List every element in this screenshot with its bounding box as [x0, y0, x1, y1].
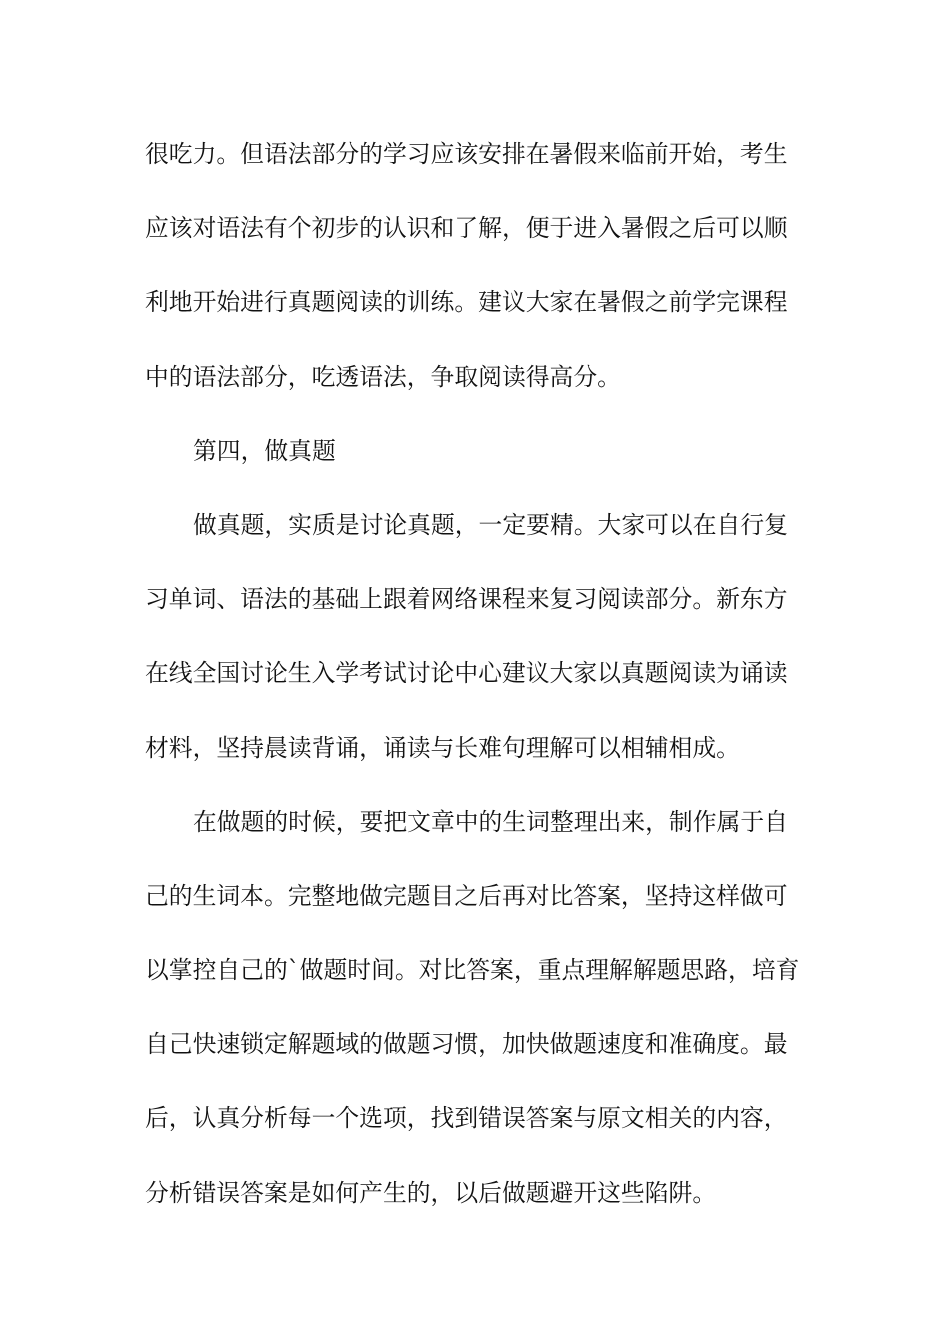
paragraph-line: 很吃力。但语法部分的学习应该安排在暑假来临前开始，考生 [145, 140, 788, 168]
paragraph-line: 习单词、语法的基础上跟着网络课程来复习阅读部分。新东方 [145, 585, 788, 614]
paragraph-line: 分析错误答案是如何产生的，以后做题避开这些陷阱。 [145, 1178, 717, 1207]
paragraph-line: 材料，坚持晨读背诵，诵读与长难句理解可以相辅相成。 [145, 733, 740, 762]
paragraph-line: 利地开始进行真题阅读的训练。建议大家在暑假之前学完课程 [145, 288, 788, 317]
paragraph-line: 中的语法部分，吃透语法，争取阅读得高分。 [145, 362, 621, 391]
paragraph-line: 在线全国讨论生入学考试讨论中心建议大家以真题阅读为诵读 [145, 659, 788, 688]
paragraph-first-line: 做真题，实质是讨论真题，一定要精。大家可以在自行复 [193, 510, 788, 539]
paragraph-first-line: 在做题的时候，要把文章中的生词整理出来，制作属于自 [193, 807, 788, 836]
paragraph-line: 以掌控自己的`做题时间。对比答案，重点理解解题思路，培育 [145, 956, 800, 985]
paragraph-line: 后，认真分析每一个选项，找到错误答案与原文相关的内容， [145, 1104, 788, 1133]
paragraph-first-line: 第四，做真题 [193, 436, 336, 465]
document-body [145, 130, 807, 1243]
paragraph-line: 己的生词本。完整地做完题目之后再对比答案，坚持这样做可 [145, 881, 788, 910]
paragraph-line: 自己快速锁定解题域的做题习惯，加快做题速度和准确度。最 [145, 1030, 788, 1059]
paragraph-line: 应该对语法有个初步的认识和了解，便于进入暑假之后可以顺 [145, 214, 788, 243]
